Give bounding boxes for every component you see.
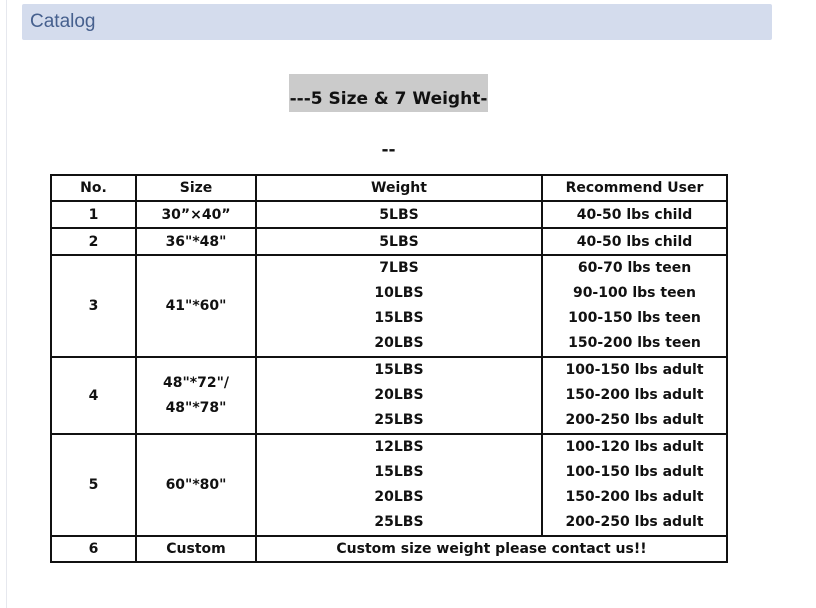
table-header-row: [51, 175, 727, 201]
user-value: 200-250 lbs adult: [565, 514, 704, 530]
user-value: 150-200 lbs adult: [565, 387, 704, 403]
user-cell: 40-50 lbs child: [542, 228, 727, 255]
user-cell: [542, 357, 727, 434]
weight-value: 7LBS: [379, 260, 419, 276]
table-row: [51, 357, 727, 434]
weight-value: 20LBS: [374, 387, 424, 403]
user-value: 100-150 lbs adult: [565, 362, 704, 378]
weight-value: 12LBS: [374, 439, 424, 455]
user-value: 60-70 lbs teen: [577, 260, 692, 276]
weight-value: 15LBS: [374, 464, 424, 480]
weight-cell: 5LBS: [256, 228, 542, 255]
column-header-size: Size: [136, 175, 256, 201]
table-row: [51, 434, 727, 536]
column-header-weight: Weight: [256, 175, 542, 201]
user-value: 150-200 lbs teen: [568, 335, 701, 351]
size-value: 48"*72"/: [163, 374, 229, 391]
size-cell: [136, 357, 256, 434]
weight-value: 25LBS: [374, 514, 424, 530]
size-value: 48"*78": [165, 399, 227, 416]
weight-value: 15LBS: [374, 310, 424, 326]
row-number: 1: [51, 201, 136, 228]
size-cell: [136, 255, 256, 357]
size-value: 60"*80": [165, 476, 227, 493]
weight-cell: [256, 255, 542, 357]
user-value: 100-120 lbs adult: [565, 439, 704, 455]
column-header-no: No.: [51, 175, 136, 201]
size-cell: 30”×40”: [136, 201, 256, 228]
user-cell: [542, 255, 727, 357]
size-cell: [136, 434, 256, 536]
weight-cell: [256, 434, 542, 536]
user-value: 90-100 lbs teen: [572, 285, 697, 301]
table-row: [51, 255, 727, 357]
row-number: 3: [51, 255, 136, 357]
custom-contact-note: Custom size weight please contact us!!: [256, 536, 727, 562]
row-number: 4: [51, 357, 136, 434]
size-value: 41"*60": [165, 297, 227, 314]
user-value: 100-150 lbs teen: [568, 310, 701, 326]
weight-value: 10LBS: [374, 285, 424, 301]
weight-cell: [256, 357, 542, 434]
weight-value: 20LBS: [374, 335, 424, 351]
table-row: [51, 201, 727, 228]
weight-cell: 5LBS: [256, 201, 542, 228]
user-value: 200-250 lbs adult: [565, 412, 704, 428]
size-cell: 36"*48": [136, 228, 256, 255]
weight-value: 25LBS: [374, 412, 424, 428]
left-divider: [6, 0, 7, 608]
weight-value: 20LBS: [374, 489, 424, 505]
column-header-recommend-user: Recommend User: [542, 175, 727, 201]
table-row: [51, 228, 727, 255]
weight-value: 15LBS: [374, 362, 424, 378]
catalog-header-bar: [22, 4, 772, 40]
user-cell: [542, 434, 727, 536]
row-number: 6: [51, 536, 136, 562]
user-cell: 40-50 lbs child: [542, 201, 727, 228]
row-number: 5: [51, 434, 136, 536]
size-weight-table: [50, 174, 728, 563]
table-row: [51, 536, 727, 562]
catalog-title: Catalog: [30, 11, 96, 32]
size-weight-heading: ---5 Size & 7 Weight---: [289, 89, 488, 160]
heading-banner: [289, 74, 488, 160]
size-cell: Custom: [136, 536, 256, 562]
row-number: 2: [51, 228, 136, 255]
user-value: 100-150 lbs adult: [565, 464, 704, 480]
user-value: 150-200 lbs adult: [565, 489, 704, 505]
